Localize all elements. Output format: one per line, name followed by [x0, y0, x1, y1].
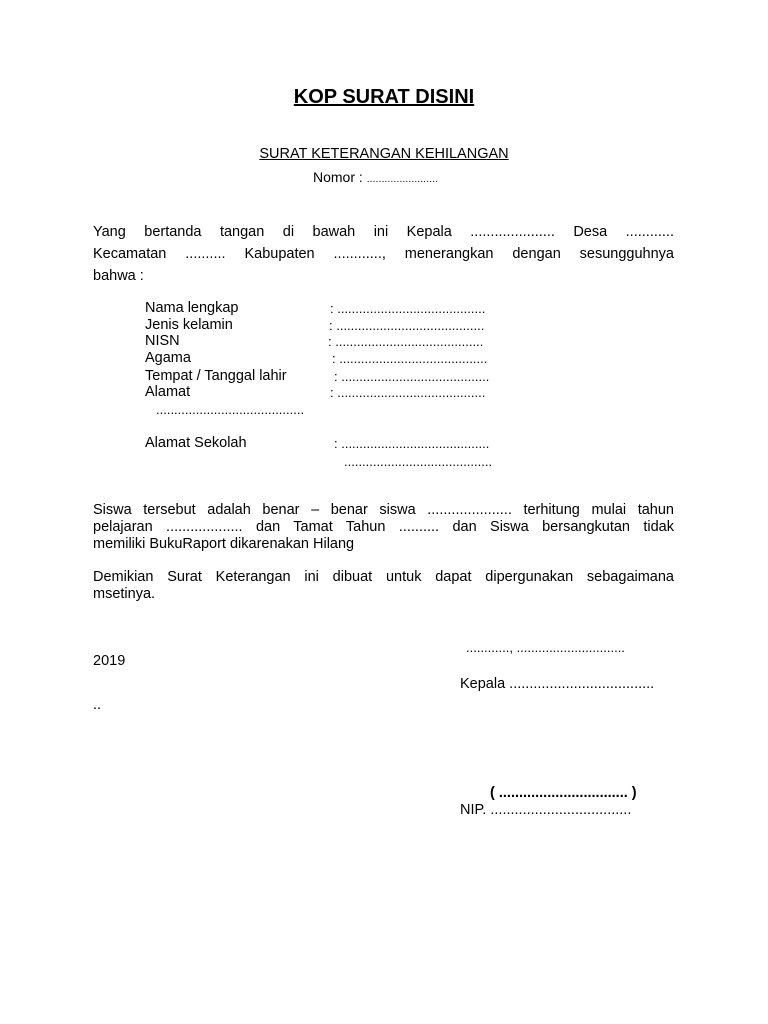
- document-number: [313, 169, 438, 185]
- year-text: 2019: [93, 653, 126, 669]
- intro-line-3: bahwa :: [93, 268, 144, 284]
- intro-paragraph: [93, 221, 674, 287]
- closing-line-1: Demikian Surat Keterangan ini dibuat untuk dapat dipergunakan sebagaimana: [93, 569, 674, 585]
- field-value-address: : .........................................: [330, 385, 486, 400]
- stray-dots: ..: [93, 697, 102, 713]
- number-label: Nomor :: [313, 169, 363, 185]
- school-address-continuation: .........................................: [344, 454, 493, 469]
- intro-line-2: Kecamatan .......... Kabupaten ............, menerangkan dengan sesungguhnya: [93, 246, 674, 262]
- address-continuation: .........................................: [156, 402, 305, 417]
- field-value-birth: : .........................................: [334, 369, 490, 384]
- school-address-value: : .........................................: [334, 436, 490, 451]
- number-dots: ........................: [366, 174, 439, 185]
- document-title: SURAT KETERANGAN KEHILANGAN: [259, 146, 509, 162]
- field-value-gender: : .........................................: [329, 318, 485, 333]
- school-address-label: Alamat Sekolah: [145, 435, 247, 451]
- signer-name: ( ................................ ): [490, 785, 637, 801]
- intro-line-1: Yang bertanda tangan di bawah ini Kepala ..................... Desa ............: [93, 224, 674, 240]
- field-label-name: Nama lengkap: [145, 300, 239, 316]
- field-value-name: : .........................................: [330, 301, 486, 316]
- statement-line-2: pelajaran ................... dan Tamat Tahun .......... dan Siswa bersangkutan tidak: [93, 519, 674, 535]
- field-label-birth: Tempat / Tanggal lahir: [145, 368, 287, 384]
- statement-paragraph: [93, 502, 674, 553]
- letterhead-title: KOP SURAT DISINI: [293, 86, 475, 108]
- field-value-nisn: : .........................................: [328, 334, 484, 349]
- field-label-nisn: NISN: [145, 333, 180, 349]
- field-label-religion: Agama: [145, 350, 191, 366]
- field-label-address: Alamat: [145, 384, 191, 400]
- closing-line-2: msetinya.: [93, 586, 156, 602]
- signer-title: Kepala ....................................: [460, 676, 655, 692]
- place-date: ............, ..............................: [466, 640, 625, 655]
- signer-nip: NIP. ...................................: [460, 802, 632, 818]
- statement-line-1: Siswa tersebut adalah benar – benar siswa ..................... terhitung mulai tahun: [93, 502, 674, 518]
- field-label-gender: Jenis kelamin: [145, 317, 233, 333]
- statement-line-3: memiliki BukuRaport dikarenakan Hilang: [93, 536, 355, 552]
- field-value-religion: : .........................................: [332, 351, 488, 366]
- closing-paragraph: [93, 569, 674, 603]
